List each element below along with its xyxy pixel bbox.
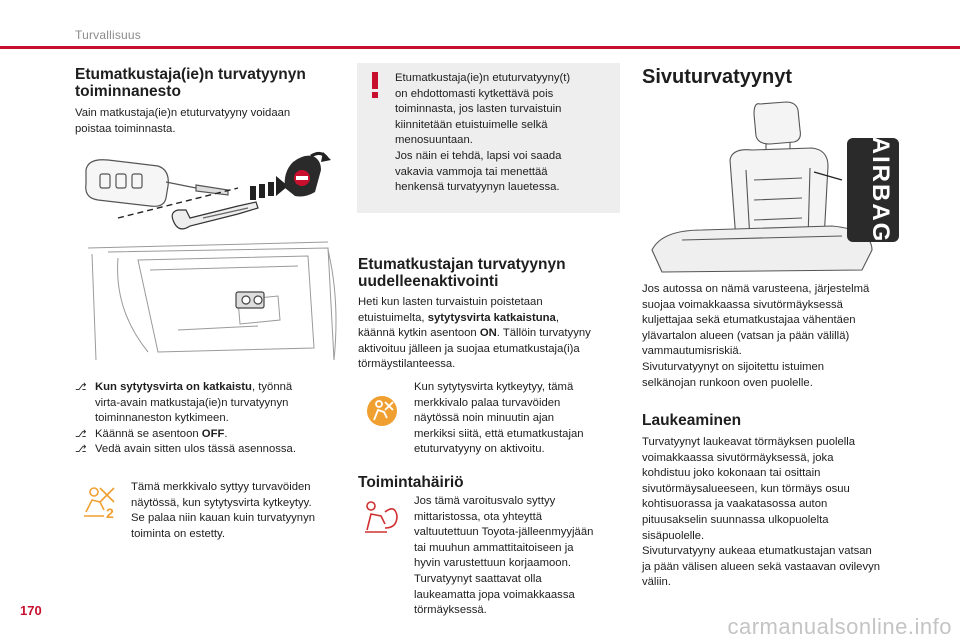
airbag-off-switch-icon [275,148,335,204]
col1-title: Etumatkustaja(ie)n turvatyynyn toiminnanesto [75,66,306,100]
bullet-icon: ⎇ [75,428,87,440]
section-header: Turvallisuus [75,28,141,42]
header-rule [0,46,960,49]
fault-title: Toimintahäiriö [358,474,464,491]
watermark: carmanualsonline.info [727,614,952,639]
deploy-text: Turvatyynyt laukeavat törmäyksen puolella voimakkaassa sivutörmäyksessä, joka kohdistuu joko kokonaan tai osittain sivutörmäysalueeseen, kun törmäys osuu kohtisuorassa ja vaakatasossa auton pituusakselin suunnassa ulkopuolelta sisäpuolelle. Sivuturvatyyny aukeaa etumatkustajan vatsan ja pään välisen alueen sekä vastaavan ovilevyn väliin. [642,436,881,589]
side-airbag-title: Sivuturvatyynyt [642,66,793,88]
step-item: ⎇ Käännä se asentoon OFF. [75,427,350,443]
col1-steps [75,380,350,458]
caution-text: Etumatkustaja(ie)n etuturvatyyny(t) on ehdottomasti kytkettävä pois toiminnasta, jos lasten turvaistuin kiinnitetään etuistuimelle selkä menosuuntaan. Jos näin ei tehdä, lapsi voi saada vakavia vammoja tai menettää henkensä turvatyynyn lauetessa. [395,72,571,194]
airbag-fault-lamp-icon [363,500,401,534]
lamp-on-text: Kun sytytysvirta kytkeytyy, tämä merkkivalo palaa turvavöiden näytössä noin minuutin ajan merkiksi siitä, että etumatkustajan etuturvatyyny on aktivoitu. [414,381,584,456]
step-item: ⎇ Vedä avain sitten ulos tässä asennossa. [75,442,350,458]
bullet-icon: ⎇ [75,382,87,393]
page-number: 170 [20,603,42,618]
deploy-title: Laukeaminen [642,412,742,429]
warning-exclamation-icon [368,72,382,98]
bullet-icon: ⎇ [75,444,87,456]
reactivation-text: Heti kun lasten turvaistuin poistetaan etuistuimelta, sytytysvirta katkaistuna, käännä kytkin asentoon ON. Tällöin turvatyyny aktivoituu jälleen ja suojaa etumatkustaja(i)a törmäystilanteessa. [358,296,591,371]
glovebox-illustration-icon [78,240,346,368]
side-airbag-seat-icon [642,100,912,278]
reactivation-title: Etumatkustajan turvatyynyn uudelleenaktivointi [358,256,566,290]
fault-text: Jos tämä varoitusvalo syttyy mittaristossa, ota yhteyttä valtuutettuun Toyota-jälleenmyyjään tai muuhun ammattitaitoiseen ja hyvin varustettuun korjaamoon. Turvatyynyt saattavat olla laukeamatta jopa voimakkaassa törmäyksessä. [414,495,594,617]
svg-text:2: 2 [106,505,114,520]
col1-intro: Vain matkustaja(ie)n etuturvatyyny voidaan poistaa toiminnasta. [75,107,291,135]
col1-lamp-text: Tämä merkkivalo syttyy turvavöiden näytössä, kun sytytysvirta kytkeytyy. Se palaa niin kauan kuin turvatyynyn toiminta on estetty. [131,481,316,540]
passenger-airbag-off-lamp-icon [80,486,120,520]
airbag-label: AIRBAG [867,136,894,244]
step-item: ⎇ Kun sytytysvirta on katkaistu, työnnä virta-avain matkustaja(ie)n turvatyynyn toiminnaneston kytkimeen. [75,381,293,425]
side-airbag-intro: Jos autossa on nämä varusteena, järjestelmä suojaa voimakkaassa sivutörmäyksessä kuljettajaa sekä etumatkustajaa vähentäen ylävartalon alueen (vatsan ja pään välillä) vammautumisriskiä. Sivuturvatyynyt on sijoitettu istuimen selkänojan runkoon oven puolelle. [642,283,870,389]
passenger-airbag-on-lamp-icon [365,394,399,428]
